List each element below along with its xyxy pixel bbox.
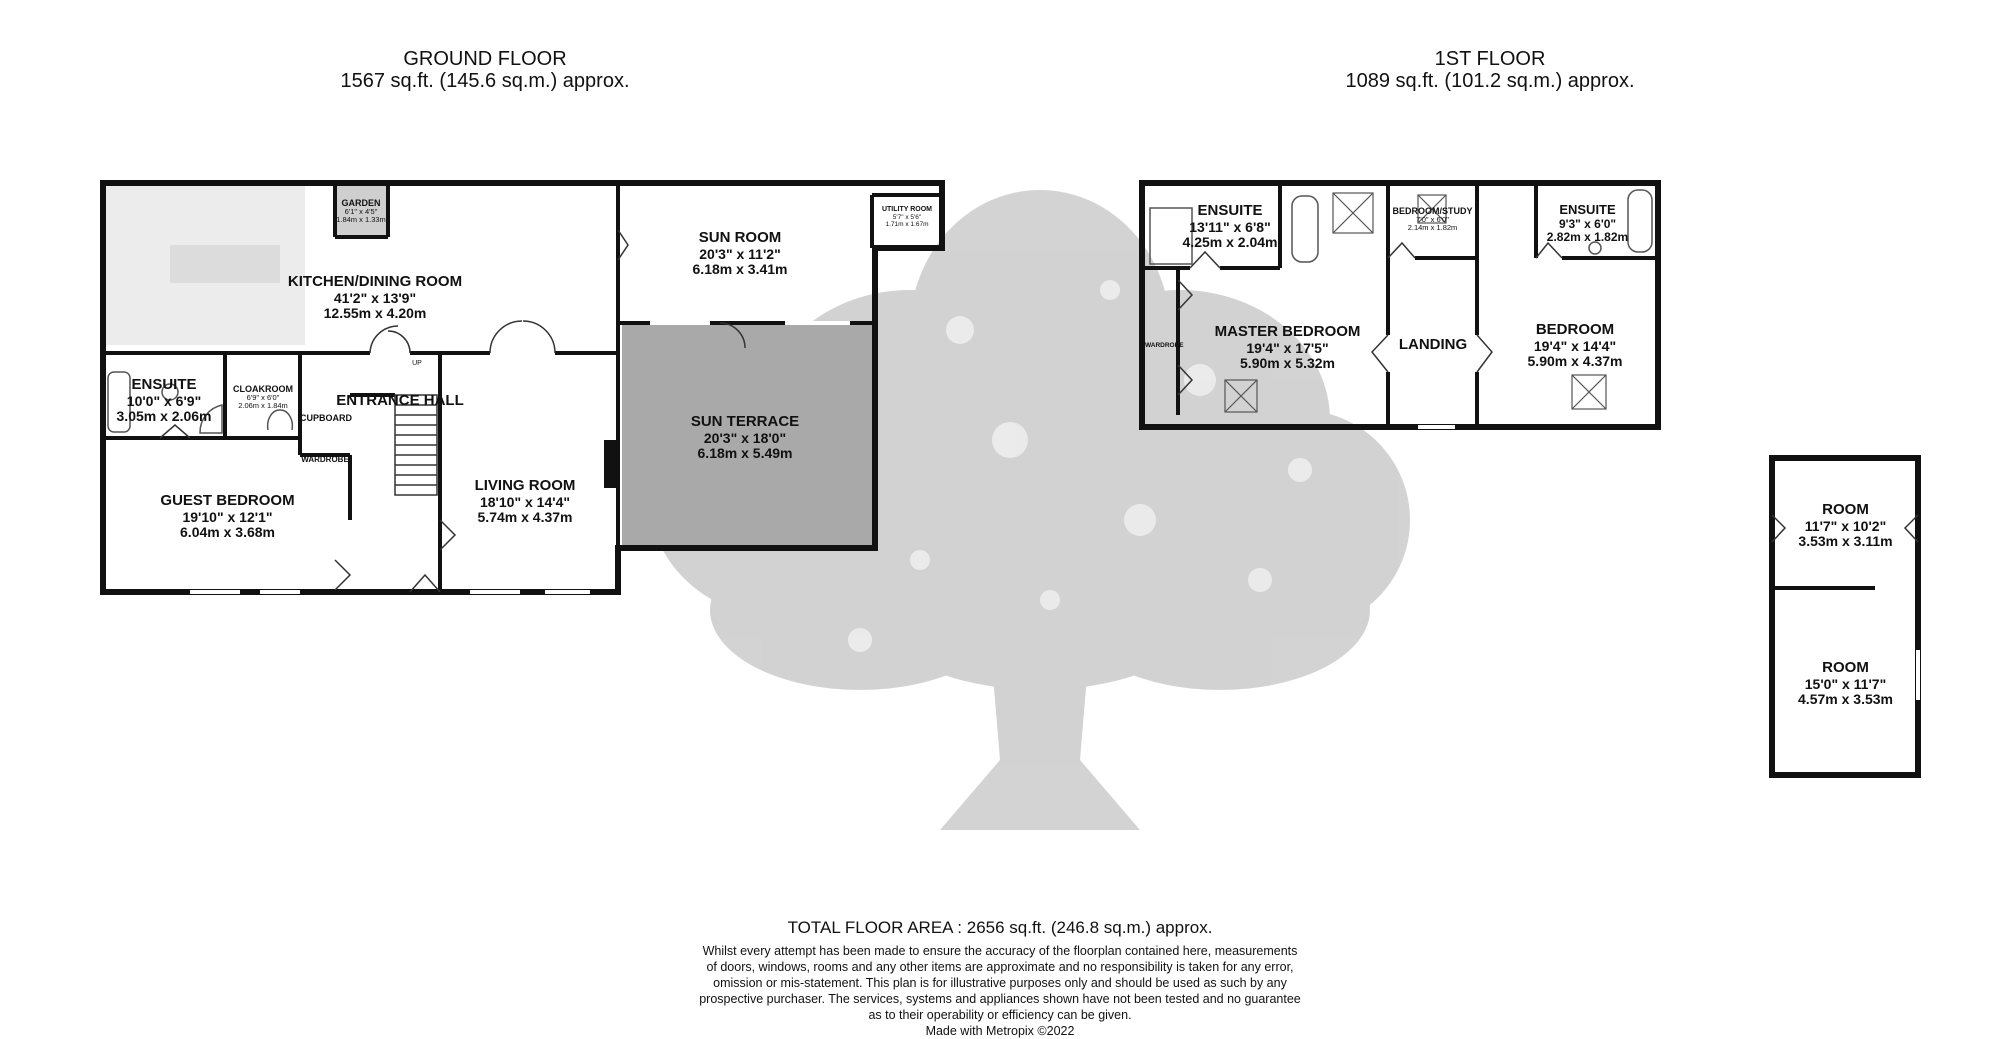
disclaimer — [550, 943, 1450, 1039]
room-outbuilding-1: ROOM 11'7" x 10'2" 3.53m x 3.11m — [1798, 501, 1893, 550]
room-sun-terrace: SUN TERRACE 20'3" x 18'0" 6.18m x 5.49m — [690, 413, 800, 462]
room-wardrobe-ground: WARDROBE — [301, 455, 349, 464]
first-floor-area: 1089 sq.ft. (101.2 sq.m.) approx. — [1345, 70, 1635, 93]
disclaimer-line-4: prospective purchaser. The services, systems and appliances shown have not been tested and no guarantee — [699, 992, 1301, 1006]
disclaimer-line-3: omission or mis-statement. This plan is for illustrative purposes only and should be used as such by any — [713, 976, 1287, 990]
disclaimer-line-5: as to their operability or efficiency can be given. — [868, 1008, 1132, 1022]
ground-floor-area: 1567 sq.ft. (145.6 sq.m.) approx. — [340, 70, 630, 93]
room-ensuite-master: ENSUITE 13'11" x 6'8" 4.25m x 2.04m — [1182, 202, 1278, 251]
room-outbuilding-2: ROOM 15'0" x 11'7" 4.57m x 3.53m — [1798, 659, 1893, 708]
room-garden: GARDEN 6'1" x 4'5" 1.84m x 1.33m — [336, 198, 386, 225]
room-sun-room: SUN ROOM 20'3" x 11'2" 6.18m x 3.41m — [692, 229, 788, 278]
first-floor-header — [1335, 48, 1645, 93]
room-ensuite-ground: ENSUITE 10'0" x 6'9" 3.05m x 2.06m — [116, 376, 212, 425]
stairs — [395, 395, 437, 495]
room-living-room: LIVING ROOM 18'10" x 14'4" 5.74m x 4.37m — [474, 477, 576, 526]
room-entrance-hall: ENTRANCE HALL — [336, 392, 464, 409]
room-bedroom: BEDROOM 19'4" x 14'4" 5.90m x 4.37m — [1527, 321, 1623, 370]
room-utility: UTILITY ROOM 5'7" x 5'6" 1.71m x 1.67m — [881, 206, 933, 229]
room-kitchen-dining: KITCHEN/DINING ROOM 41'2" x 13'9" 12.55m x 4.20m — [287, 273, 463, 322]
first-floor-title: 1ST FLOOR — [1434, 48, 1546, 70]
ground-floor-title: GROUND FLOOR — [403, 48, 567, 70]
room-master-bedroom: MASTER BEDROOM 19'4" x 17'5" 5.90m x 5.32m — [1214, 323, 1361, 372]
fireplace — [604, 440, 616, 488]
total-floor-area: TOTAL FLOOR AREA : 2656 sq.ft. (246.8 sq.m.) approx. — [787, 918, 1213, 937]
stairs-up-label: UP — [412, 360, 422, 367]
room-guest-bedroom: GUEST BEDROOM 19'10" x 12'1" 6.04m x 3.68m — [160, 492, 295, 541]
disclaimer-line-1: Whilst every attempt has been made to ensure the accuracy of the floorplan contained here, measurements — [702, 944, 1298, 958]
room-ensuite-first: ENSUITE 9'3" x 6'0" 2.82m x 1.82m — [1546, 202, 1629, 244]
room-wardrobe-first: WARDROBE — [1145, 342, 1184, 349]
metropix-credit: Made with Metropix ©2022 — [925, 1024, 1075, 1038]
disclaimer-line-2: of doors, windows, rooms and any other items are approximate and no responsibility is taken for any error, — [706, 960, 1294, 974]
room-landing: LANDING — [1398, 336, 1468, 353]
room-bedroom-study: BEDROOM/STUDY 7'0" x 6'0" 2.14m x 1.82m — [1392, 206, 1473, 233]
room-cupboard: CUPBOARD — [300, 413, 353, 423]
room-cloakroom: CLOAKROOM 6'9" x 6'0" 2.06m x 1.84m — [233, 384, 293, 411]
ground-floor-header — [330, 48, 640, 93]
